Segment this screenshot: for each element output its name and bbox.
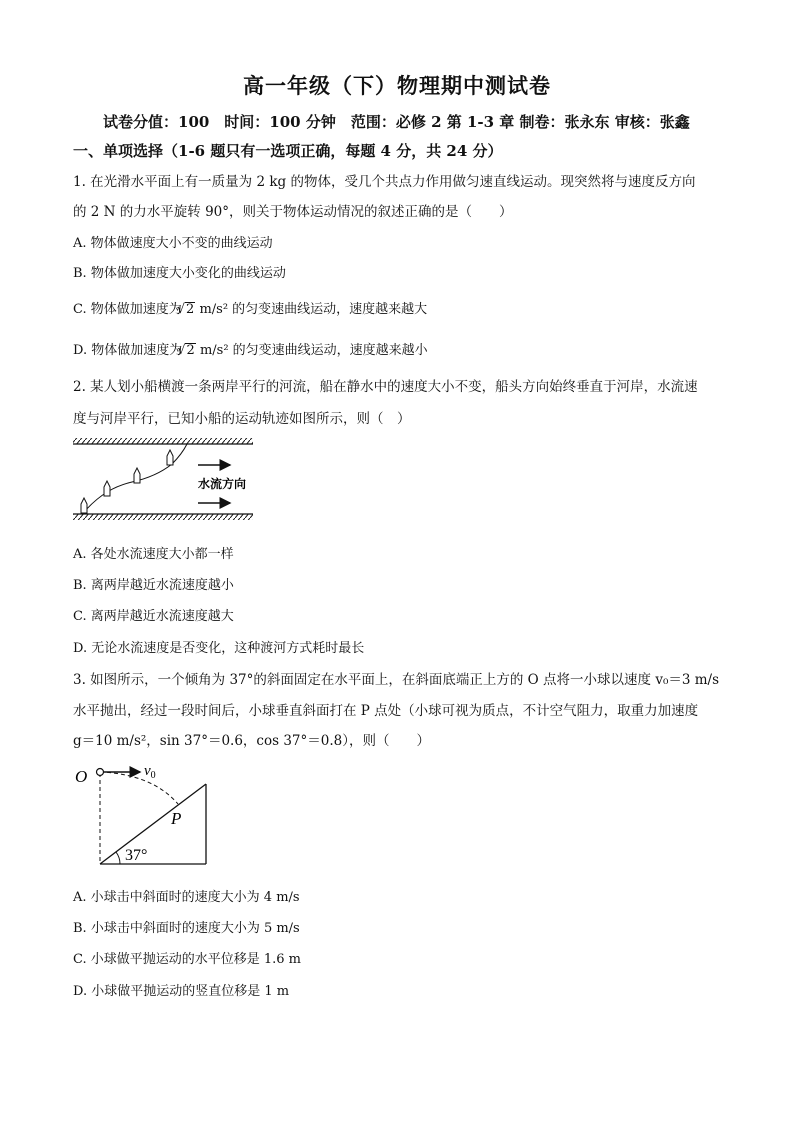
incline-surface [100, 784, 206, 864]
point-O-label: O [75, 767, 88, 786]
q2-option-d: D. 无论水流速度是否变化，这种渡河方式耗时最长 [73, 641, 365, 656]
q3-option-d: D. 小球做平抛运动的竖直位移是 1 m [73, 984, 290, 999]
q3-option-c: C. 小球做平抛运动的水平位移是 1.6 m [73, 952, 302, 967]
q1-option-d-suffix: m/s² 的匀变速曲线运动，速度越来越小 [195, 343, 428, 358]
projectile-path [100, 772, 178, 804]
q2-stem-line-2: 度与河岸平行，已知小船的运动轨迹如图所示，则（ ） [73, 411, 411, 427]
q1-option-c-prefix: C. 物体做加速度为 [73, 302, 182, 317]
ball-icon [97, 769, 104, 776]
q1-option-a: A. 物体做速度大小不变的曲线运动 [73, 236, 273, 251]
q2-stem-line-1: 2. 某人划小船横渡一条两岸平行的河流，船在静水中的速度大小不变，船头方向始终垂直于河岸，水流速 [73, 379, 698, 395]
q3-option-a: A. 小球击中斜面时的速度大小为 4 m/s [73, 890, 300, 905]
flow-direction-label: 水流方向 [198, 477, 247, 491]
q1-stem-line-2: 的 2 N 的力水平旋转 90°，则关于物体运动情况的叙述正确的是（ ） [73, 204, 513, 220]
sqrt-radicand: √ 2 [185, 302, 196, 317]
velocity-subscript: 0 [150, 770, 156, 781]
q1-option-d [73, 339, 428, 358]
sqrt-radicand: √ 2 [185, 343, 196, 358]
q3-stem-line-3: g＝10 m/s²，sin 37°＝0.6，cos 37°＝0.8），则（ ） [73, 733, 430, 749]
q1-option-d-prefix: D. 物体做加速度为 [73, 343, 183, 358]
river-crossing-figure [70, 434, 255, 526]
boat-icon [167, 450, 173, 465]
exam-info: 试卷分值：100 时间：100 分钟 范围：必修 2 第 1-3 章 制卷：张永东 审核：张鑫 [103, 113, 690, 131]
q2-option-a: A. 各处水流速度大小都一样 [73, 547, 234, 562]
angle-label: 37° [125, 847, 148, 864]
q3-option-b: B. 小球击中斜面时的速度大小为 5 m/s [73, 921, 300, 936]
page-title: 高一年级（下）物理期中测试卷 [243, 73, 551, 98]
q3-stem-line-1: 3. 如图所示，一个倾角为 37°的斜面固定在水平面上，在斜面底端正上方的 O 点将一小球以速度 v₀＝3 m/s [73, 672, 720, 688]
section-heading: 一、单项选择（1-6 题只有一选项正确，每题 4 分，共 24 分） [73, 142, 503, 160]
q2-option-c: C. 离两岸越近水流速度越大 [73, 609, 234, 624]
velocity-symbol: v [144, 763, 151, 779]
upper-bank [73, 438, 253, 444]
boat-icon [81, 498, 87, 513]
q2-option-b: B. 离两岸越近水流速度越小 [73, 578, 234, 593]
lower-bank [73, 514, 253, 520]
boat-icon [134, 468, 140, 483]
q3-stem-line-2: 水平抛出，经过一段时间后，小球垂直斜面打在 P 点处（小球可视为质点，不计空气阻力，取重力加速度 [73, 703, 699, 719]
q1-option-c [73, 298, 427, 317]
point-P-label: P [171, 809, 182, 828]
velocity-label [144, 763, 156, 781]
q1-option-c-suffix: m/s² 的匀变速曲线运动，速度越来越大 [195, 302, 428, 317]
q1-option-b: B. 物体做加速度大小变化的曲线运动 [73, 266, 286, 281]
angle-arc [116, 852, 120, 864]
boat-icon [104, 481, 110, 496]
incline-projectile-figure [72, 758, 217, 870]
q1-stem-line-1: 1. 在光滑水平面上有一质量为 2 kg 的物体，受几个共点力作用做匀速直线运动。现突然将与速度反方向 [73, 174, 696, 190]
